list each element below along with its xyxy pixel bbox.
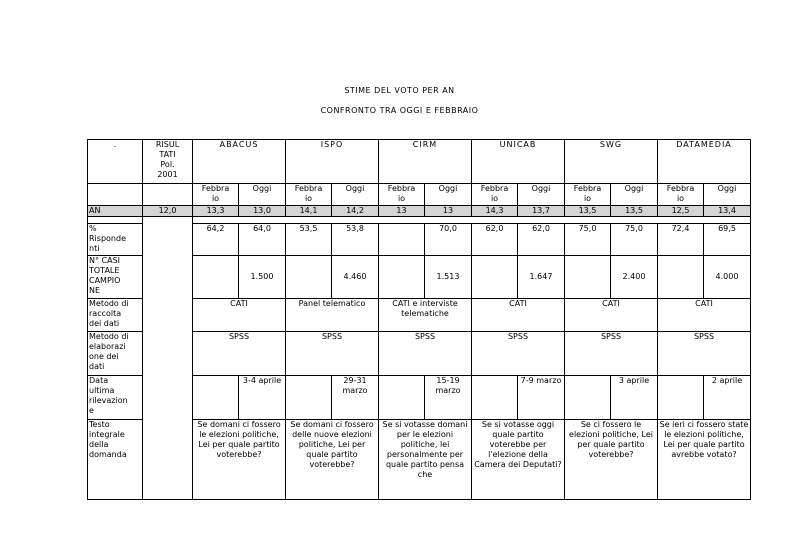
spacer-row <box>88 217 751 224</box>
label-line: dei dati <box>89 319 120 328</box>
label-line: nti <box>89 244 100 253</box>
page-title: STIME DEL VOTO PER AN <box>344 86 455 95</box>
polls-table <box>87 139 751 500</box>
sub-line: Febbra <box>573 184 602 193</box>
sub-line: Febbra <box>294 184 323 193</box>
risultati-line: Pol. <box>160 160 175 169</box>
sub-line: Febbra <box>480 184 509 193</box>
label-line: rilevazion <box>89 396 128 405</box>
an-value: 14,1 <box>286 206 332 217</box>
sub-oggi: Oggi <box>332 184 379 206</box>
rispondenti-value: 62,0 <box>518 224 565 256</box>
sub-line: Febbra <box>201 184 230 193</box>
an-value: 13,7 <box>518 206 565 217</box>
empty-cell <box>379 256 425 299</box>
empty-cell <box>286 256 332 299</box>
institute-header-abacus: ABACUS <box>193 140 286 184</box>
rispondenti-value: 62,0 <box>472 224 518 256</box>
data-value: 29-31 marzo <box>332 376 379 420</box>
rispondenti-value: 75,0 <box>565 224 611 256</box>
empty-cell <box>286 376 332 420</box>
casi-value: 4.460 <box>332 256 379 299</box>
empty-cell <box>565 376 611 420</box>
testo-value: Se si votasse oggi quale partito voterebbe per l'elezione della Camera dei Deputati? <box>472 420 565 500</box>
label-line: domanda <box>89 450 127 459</box>
label-line: dati <box>89 362 105 371</box>
rispondenti-value: 72,4 <box>658 224 704 256</box>
sub-febbraio <box>379 184 425 206</box>
sub-line: io <box>583 194 592 203</box>
casi-value: 1.513 <box>425 256 472 299</box>
sub-febbraio <box>472 184 518 206</box>
elaborazione-value: SPSS <box>286 332 379 376</box>
rispondenti-value: 70,0 <box>425 224 472 256</box>
label-line: % <box>89 224 97 233</box>
row-label-data <box>88 376 143 420</box>
header-row <box>88 140 751 184</box>
sub-oggi: Oggi <box>704 184 751 206</box>
label-line: one dei <box>89 352 119 361</box>
an-value: 12,5 <box>658 206 704 217</box>
raccolta-value: Panel telematico <box>286 299 379 332</box>
sub-febbraio <box>193 184 239 206</box>
testo-value: Se ci fossero le elezioni politiche, Lei per quale partito voterebbe? <box>565 420 658 500</box>
risultati-line: 2001 <box>157 170 178 179</box>
empty-cell <box>193 376 239 420</box>
label-line: Testo <box>89 420 110 429</box>
label-line: Metodo di <box>89 299 129 308</box>
sub-line: io <box>676 194 685 203</box>
raccolta-value: CATI <box>658 299 751 332</box>
spacer-cell <box>88 217 143 224</box>
sub-oggi: Oggi <box>518 184 565 206</box>
an-value: 13,5 <box>611 206 658 217</box>
institute-header-ispo: ISPO <box>286 140 379 184</box>
an-value: 13,5 <box>565 206 611 217</box>
sub-line: Febbra <box>666 184 695 193</box>
risultati-empty-column <box>143 224 193 500</box>
corner-cell: . <box>88 140 143 184</box>
rispondenti-value: 64,0 <box>239 224 286 256</box>
testo-value: Se si votasse domani per le elezioni politiche, lei personalmente per quale partito pensa che <box>379 420 472 500</box>
rispondenti-row <box>88 224 751 256</box>
data-value: 3 aprile <box>611 376 658 420</box>
empty-cell <box>472 256 518 299</box>
empty-cell <box>658 256 704 299</box>
an-value: 13,0 <box>239 206 286 217</box>
sub-febbraio <box>565 184 611 206</box>
an-row <box>88 206 751 217</box>
empty-cell <box>565 256 611 299</box>
label-line: Data <box>89 376 109 385</box>
spacer-cell <box>143 217 193 224</box>
elaborazione-value: SPSS <box>658 332 751 376</box>
risultati-header <box>143 140 193 184</box>
label-line: integrale <box>89 430 125 439</box>
empty-cell <box>658 376 704 420</box>
row-label-testo <box>88 420 143 500</box>
rispondenti-value: 53,8 <box>332 224 379 256</box>
institute-header-datamedia: DATAMEDIA <box>658 140 751 184</box>
raccolta-value: CATI <box>565 299 658 332</box>
elaborazione-value: SPSS <box>565 332 658 376</box>
label-line: Metodo di <box>89 332 129 341</box>
testo-value: Se domani ci fossero le elezioni politiche, Lei per quale partito voterebbe? <box>193 420 286 500</box>
label-line: elaborazi <box>89 342 126 351</box>
label-line: della <box>89 440 109 449</box>
spacer-cell <box>193 217 751 224</box>
casi-value: 4.000 <box>704 256 751 299</box>
sub-line: io <box>304 194 313 203</box>
rispondenti-value: 69,5 <box>704 224 751 256</box>
label-line: NE <box>89 286 101 295</box>
testo-value: Se ieri ci fossero state le elezioni politiche, Lei per quale partito avrebbe votato? <box>658 420 751 500</box>
sub-oggi: Oggi <box>239 184 286 206</box>
label-line: e <box>89 406 94 415</box>
label-line: N° CASI <box>89 256 121 265</box>
empty-cell <box>379 376 425 420</box>
row-label-an: AN <box>88 206 143 217</box>
an-value: 13 <box>379 206 425 217</box>
elaborazione-value: SPSS <box>472 332 565 376</box>
an-value: 13,3 <box>193 206 239 217</box>
sub-febbraio <box>658 184 704 206</box>
sub-line: Febbra <box>387 184 416 193</box>
label-line: Risponde <box>89 234 126 243</box>
label-line: raccolta <box>89 309 122 318</box>
institute-header-swg: SWG <box>565 140 658 184</box>
row-label-raccolta <box>88 299 143 332</box>
sub-oggi: Oggi <box>611 184 658 206</box>
sub-line: io <box>397 194 406 203</box>
empty-cell <box>88 184 143 206</box>
rispondenti-value <box>379 224 425 256</box>
an-value: 13 <box>425 206 472 217</box>
casi-value: 1.500 <box>239 256 286 299</box>
sub-febbraio <box>286 184 332 206</box>
row-label-rispondenti <box>88 224 143 256</box>
elaborazione-value: SPSS <box>193 332 286 376</box>
elaborazione-value: SPSS <box>379 332 472 376</box>
label-line: ultima <box>89 386 115 395</box>
empty-cell <box>193 256 239 299</box>
subheader-row <box>88 184 751 206</box>
an-value: 13,4 <box>704 206 751 217</box>
raccolta-value: CATI <box>472 299 565 332</box>
row-label-elaborazione <box>88 332 143 376</box>
casi-value: 2.400 <box>611 256 658 299</box>
sub-line: io <box>490 194 499 203</box>
label-line: TOTALE <box>89 266 120 275</box>
rispondenti-value: 53,5 <box>286 224 332 256</box>
rispondenti-value: 64,2 <box>193 224 239 256</box>
row-label-casi <box>88 256 143 299</box>
data-value: 3-4 aprile <box>239 376 286 420</box>
data-value: 7-9 marzo <box>518 376 565 420</box>
an-value: 14,2 <box>332 206 379 217</box>
sub-line: io <box>211 194 220 203</box>
an-value: 14,3 <box>472 206 518 217</box>
label-line: CAMPIO <box>89 276 121 285</box>
testo-value: Se domani ci fossero delle nuove elezioni politiche, Lei per quale partito voterebbe? <box>286 420 379 500</box>
data-value: 15-19 marzo <box>425 376 472 420</box>
risultati-line: RISUL <box>155 140 180 149</box>
raccolta-value: CATI <box>193 299 286 332</box>
raccolta-value: CATI e interviste telematiche <box>379 299 472 332</box>
sub-oggi: Oggi <box>425 184 472 206</box>
casi-value: 1.647 <box>518 256 565 299</box>
page-subtitle: CONFRONTO TRA OGGI E FEBBRAIO <box>320 106 479 115</box>
institute-header-unicab: UNICAB <box>472 140 565 184</box>
data-value: 2 aprile <box>704 376 751 420</box>
an-risultati: 12,0 <box>143 206 193 217</box>
empty-cell <box>143 184 193 206</box>
risultati-line: TATI <box>159 150 176 159</box>
rispondenti-value: 75,0 <box>611 224 658 256</box>
empty-cell <box>472 376 518 420</box>
institute-header-cirm: CIRM <box>379 140 472 184</box>
